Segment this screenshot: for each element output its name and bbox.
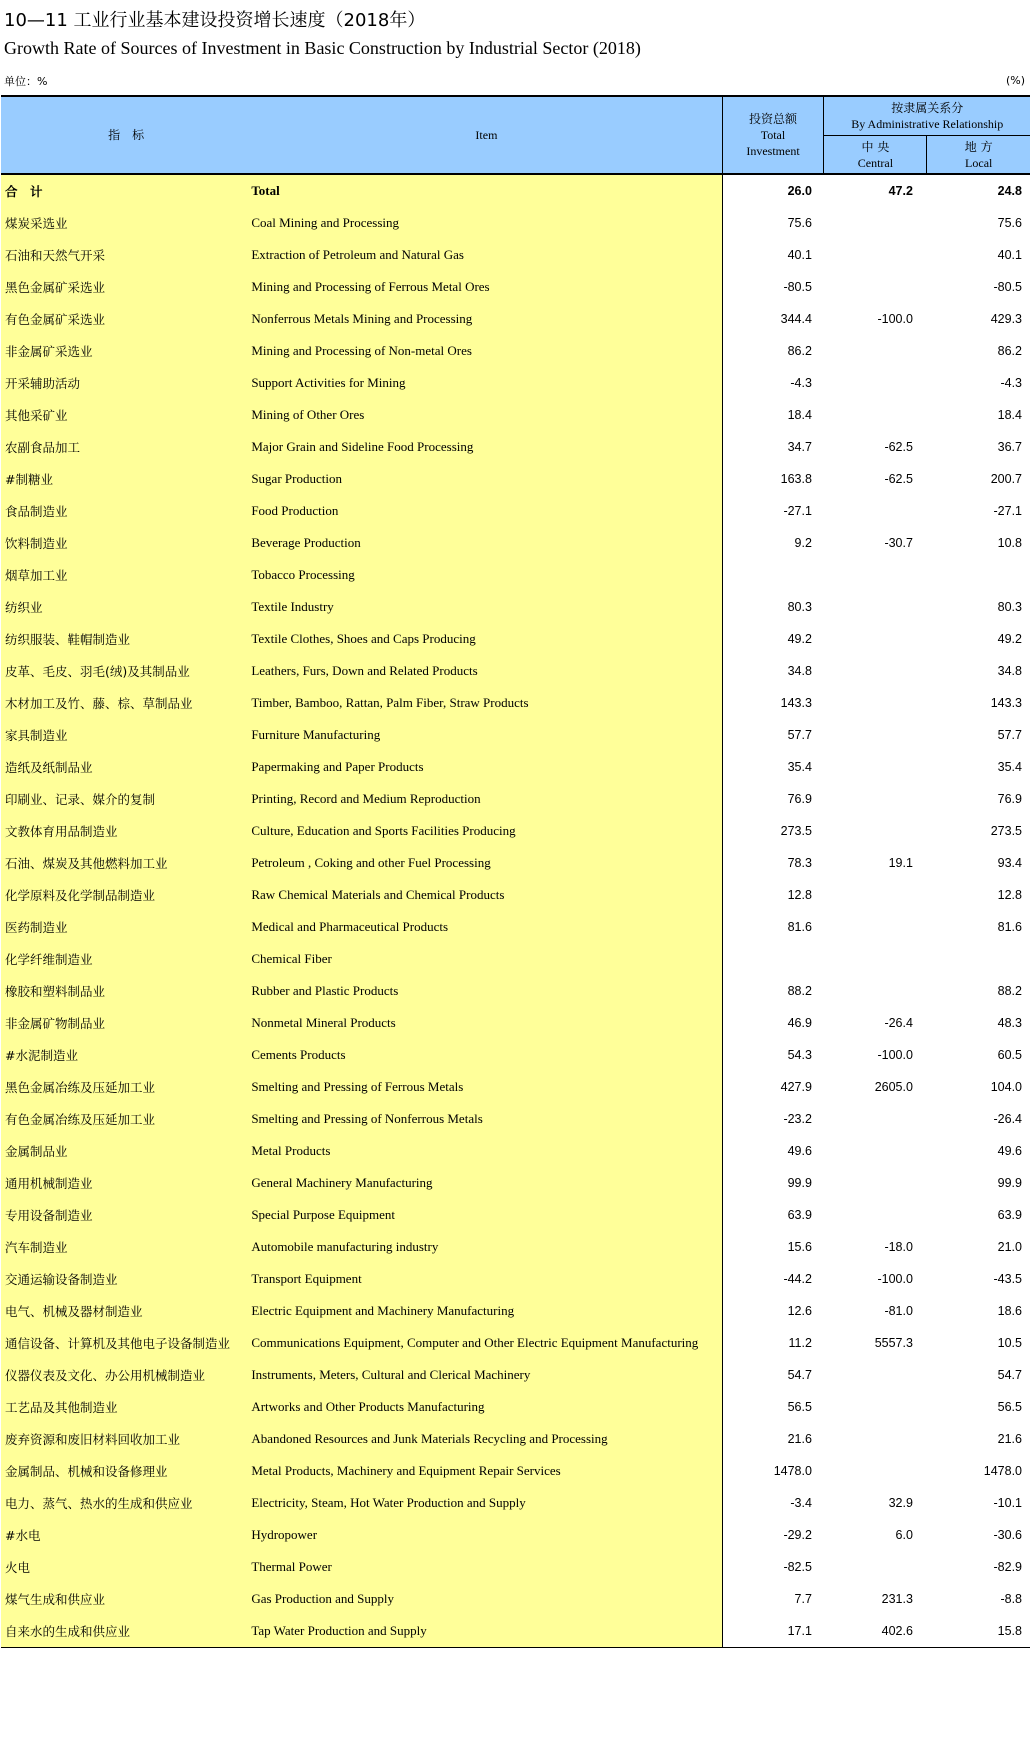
header-central	[824, 136, 927, 175]
cell-central	[824, 911, 927, 943]
table-row	[1, 303, 1030, 335]
cell-total-investment: 11.2	[722, 1327, 824, 1359]
row-indicator-cn: 化学原料及化学制品制造业	[1, 879, 251, 911]
cell-total-investment: 9.2	[722, 527, 824, 559]
header-local	[927, 136, 1030, 175]
row-item-en: Smelting and Pressing of Nonferrous Metals	[251, 1103, 722, 1135]
row-indicator-cn: 纺织业	[1, 591, 251, 623]
cell-central: -26.4	[884, 1016, 913, 1030]
table-row	[1, 751, 1030, 783]
cell-local: 60.5	[997, 1048, 1022, 1062]
cell-local: 63.9	[997, 1208, 1022, 1222]
row-item-en: Culture, Education and Sports Facilities Producing	[251, 815, 722, 847]
row-item-en: Abandoned Resources and Junk Materials Recycling and Processing	[251, 1423, 722, 1455]
cell-total-investment: -3.4	[722, 1487, 824, 1519]
table-row	[1, 1071, 1030, 1103]
cell-central	[824, 591, 927, 623]
row-item-en: Nonmetal Mineral Products	[251, 1007, 722, 1039]
row-item-en: Rubber and Plastic Products	[251, 975, 722, 1007]
row-item-en: Hydropower	[251, 1519, 722, 1551]
row-indicator-cn: 木材加工及竹、藤、棕、草制品业	[1, 687, 251, 719]
table-row	[1, 1039, 1030, 1071]
cell-local: 12.8	[997, 888, 1022, 902]
row-indicator-cn: 家具制造业	[1, 719, 251, 751]
cell-central	[824, 943, 927, 975]
row-item-en: Thermal Power	[251, 1551, 722, 1583]
cell-local: 10.5	[997, 1336, 1022, 1350]
cell-total-investment: 88.2	[722, 975, 824, 1007]
cell-local: 54.7	[997, 1368, 1022, 1382]
row-indicator-cn: 黑色金属冶练及压延加工业	[1, 1071, 251, 1103]
cell-local	[927, 943, 1030, 975]
cell-local: 57.7	[997, 728, 1022, 742]
cell-central	[824, 1359, 927, 1391]
row-indicator-cn: 废弃资源和废旧材料回收加工业	[1, 1423, 251, 1455]
cell-local: -27.1	[993, 504, 1022, 518]
row-indicator-cn: 煤气生成和供应业	[1, 1583, 251, 1615]
header-total-en-2: Investment	[746, 144, 800, 158]
row-item-en: Special Purpose Equipment	[251, 1199, 722, 1231]
cell-total-investment: 34.7	[722, 431, 824, 463]
table-body	[1, 174, 1030, 1648]
cell-central	[824, 655, 927, 687]
cell-central: 47.2	[888, 184, 913, 198]
row-item-en: Timber, Bamboo, Rattan, Palm Fiber, Straw Products	[251, 687, 722, 719]
row-indicator-cn: 金属制品业	[1, 1135, 251, 1167]
row-indicator-cn: 金属制品、机械和设备修理业	[1, 1455, 251, 1487]
row-indicator-cn: 合 计	[1, 174, 251, 207]
cell-total-investment: 81.6	[722, 911, 824, 943]
cell-total-investment: 143.3	[722, 687, 824, 719]
table-row	[1, 1551, 1030, 1583]
table-row	[1, 943, 1030, 975]
cell-central	[824, 687, 927, 719]
row-indicator-cn: 火电	[1, 1551, 251, 1583]
cell-local: -8.8	[1000, 1592, 1022, 1606]
cell-central: 5557.3	[874, 1336, 913, 1350]
cell-central: -62.5	[884, 440, 913, 454]
row-item-en: Extraction of Petroleum and Natural Gas	[251, 239, 722, 271]
table-row	[1, 174, 1030, 207]
cell-total-investment: 56.5	[722, 1391, 824, 1423]
row-item-en: Printing, Record and Medium Reproduction	[251, 783, 722, 815]
data-table	[1, 95, 1030, 1648]
header-total-en-1: Total	[760, 128, 786, 142]
cell-local: 18.6	[997, 1304, 1022, 1318]
cell-central: -81.0	[884, 1304, 913, 1318]
row-item-en: Automobile manufacturing industry	[251, 1231, 722, 1263]
cell-total-investment	[722, 943, 824, 975]
row-indicator-cn: 黑色金属矿采选业	[1, 271, 251, 303]
cell-total-investment: 54.3	[722, 1039, 824, 1071]
cell-total-investment: -27.1	[722, 495, 824, 527]
cell-total-investment: 49.6	[722, 1135, 824, 1167]
table-row	[1, 1519, 1030, 1551]
cell-local: 273.5	[990, 824, 1022, 838]
row-item-en: Communications Equipment, Computer and Other Electric Equipment Manufacturing	[251, 1327, 722, 1359]
cell-local: 88.2	[997, 984, 1022, 998]
cell-total-investment: 12.6	[722, 1295, 824, 1327]
cell-central	[824, 1135, 927, 1167]
cell-central	[824, 207, 927, 239]
table-row	[1, 463, 1030, 495]
cell-total-investment: 54.7	[722, 1359, 824, 1391]
table-row	[1, 1615, 1030, 1648]
cell-central	[824, 1423, 927, 1455]
cell-total-investment: 75.6	[722, 207, 824, 239]
header-item: Item	[251, 96, 722, 174]
row-indicator-cn: 有色金属冶练及压延加工业	[1, 1103, 251, 1135]
table-row	[1, 623, 1030, 655]
row-indicator-cn: 开采辅助活动	[1, 367, 251, 399]
row-indicator-cn: 仪器仪表及文化、办公用机械制造业	[1, 1359, 251, 1391]
cell-total-investment: 163.8	[722, 463, 824, 495]
table-row	[1, 1327, 1030, 1359]
table-row	[1, 655, 1030, 687]
table-row	[1, 1487, 1030, 1519]
cell-central	[824, 623, 927, 655]
cell-total-investment: 86.2	[722, 335, 824, 367]
row-item-en: Textile Industry	[251, 591, 722, 623]
cell-central	[824, 879, 927, 911]
row-indicator-cn: 煤炭采选业	[1, 207, 251, 239]
row-item-en: Furniture Manufacturing	[251, 719, 722, 751]
cell-total-investment: 427.9	[722, 1071, 824, 1103]
cell-central: -100.0	[877, 312, 913, 326]
cell-total-investment: 40.1	[722, 239, 824, 271]
cell-central	[824, 239, 927, 271]
row-item-en: Electric Equipment and Machinery Manufacturing	[251, 1295, 722, 1327]
cell-local: 104.0	[990, 1080, 1022, 1094]
cell-local: -43.5	[993, 1272, 1022, 1286]
row-item-en: Metal Products	[251, 1135, 722, 1167]
cell-total-investment: 80.3	[722, 591, 824, 623]
table-row	[1, 1455, 1030, 1487]
row-item-en: Food Production	[251, 495, 722, 527]
page-title: 10—11 工业行业基本建设投资增长速度（2018年）	[4, 10, 426, 31]
row-item-en: Raw Chemical Materials and Chemical Products	[251, 879, 722, 911]
cell-local: -82.9	[993, 1560, 1022, 1574]
table-row	[1, 335, 1030, 367]
table-row	[1, 1103, 1030, 1135]
cell-total-investment: 57.7	[722, 719, 824, 751]
row-indicator-cn: 医药制造业	[1, 911, 251, 943]
unit-label-english: (%)	[1006, 74, 1026, 87]
row-item-en: Gas Production and Supply	[251, 1583, 722, 1615]
cell-local: 99.9	[997, 1176, 1022, 1190]
cell-central	[824, 815, 927, 847]
cell-total-investment: 46.9	[722, 1007, 824, 1039]
row-indicator-cn: 石油和天然气开采	[1, 239, 251, 271]
row-item-en: Leathers, Furs, Down and Related Products	[251, 655, 722, 687]
cell-total-investment: 273.5	[722, 815, 824, 847]
table-row	[1, 399, 1030, 431]
cell-total-investment: 18.4	[722, 399, 824, 431]
cell-local: 21.0	[997, 1240, 1022, 1254]
row-item-en: Mining and Processing of Ferrous Metal Ores	[251, 271, 722, 303]
cell-total-investment: 12.8	[722, 879, 824, 911]
row-indicator-cn: #制糖业	[1, 463, 251, 495]
cell-total-investment: 78.3	[722, 847, 824, 879]
cell-total-investment: 17.1	[722, 1615, 824, 1648]
cell-local: 35.4	[997, 760, 1022, 774]
row-item-en: Sugar Production	[251, 463, 722, 495]
cell-local: 93.4	[997, 856, 1022, 870]
row-indicator-cn: 非金属矿采选业	[1, 335, 251, 367]
cell-local: -4.3	[1000, 376, 1022, 390]
cell-total-investment: 15.6	[722, 1231, 824, 1263]
row-item-en: Total	[251, 174, 722, 207]
cell-central	[824, 335, 927, 367]
row-item-en: Metal Products, Machinery and Equipment Repair Services	[251, 1455, 722, 1487]
row-item-en: Coal Mining and Processing	[251, 207, 722, 239]
row-indicator-cn: 交通运输设备制造业	[1, 1263, 251, 1295]
cell-central	[824, 719, 927, 751]
cell-central	[824, 367, 927, 399]
row-indicator-cn: 印刷业、记录、媒介的复制	[1, 783, 251, 815]
row-item-en: Nonferrous Metals Mining and Processing	[251, 303, 722, 335]
cell-local: 200.7	[990, 472, 1022, 486]
row-indicator-cn: 农副食品加工	[1, 431, 251, 463]
cell-central	[824, 751, 927, 783]
row-item-en: Textile Clothes, Shoes and Caps Producing	[251, 623, 722, 655]
header-central-cn: 中 央	[861, 139, 890, 154]
cell-local: 21.6	[997, 1432, 1022, 1446]
table-row	[1, 559, 1030, 591]
row-indicator-cn: #水电	[1, 1519, 251, 1551]
table-row	[1, 495, 1030, 527]
cell-local: 36.7	[997, 440, 1022, 454]
cell-total-investment: 21.6	[722, 1423, 824, 1455]
table-row	[1, 431, 1030, 463]
cell-local: 15.8	[927, 1615, 1030, 1648]
cell-central	[824, 559, 927, 591]
table-row	[1, 1391, 1030, 1423]
cell-central: -62.5	[884, 472, 913, 486]
cell-total-investment: -29.2	[722, 1519, 824, 1551]
row-item-en: Cements Products	[251, 1039, 722, 1071]
row-indicator-cn: 通信设备、计算机及其他电子设备制造业	[1, 1327, 251, 1359]
row-indicator-cn: 电力、蒸气、热水的生成和供应业	[1, 1487, 251, 1519]
cell-local: 18.4	[997, 408, 1022, 422]
cell-local: 34.8	[997, 664, 1022, 678]
cell-central	[824, 1551, 927, 1583]
cell-central: 231.3	[881, 1592, 913, 1606]
cell-local: -80.5	[993, 280, 1022, 294]
table-row	[1, 911, 1030, 943]
row-indicator-cn: 有色金属矿采选业	[1, 303, 251, 335]
table-row	[1, 783, 1030, 815]
row-indicator-cn: 食品制造业	[1, 495, 251, 527]
cell-local: 49.6	[997, 1144, 1022, 1158]
header-admin-en: By Administrative Relationship	[851, 117, 1004, 131]
cell-total-investment: 49.2	[722, 623, 824, 655]
cell-local: 143.3	[990, 696, 1022, 710]
header-admin	[824, 96, 1030, 136]
cell-local: 40.1	[997, 248, 1022, 262]
table-row	[1, 591, 1030, 623]
header-indicator: 指 标	[1, 96, 251, 174]
cell-central: 19.1	[888, 856, 913, 870]
table-row	[1, 271, 1030, 303]
cell-total-investment: -23.2	[722, 1103, 824, 1135]
row-indicator-cn: 专用设备制造业	[1, 1199, 251, 1231]
cell-total-investment: 34.8	[722, 655, 824, 687]
cell-central	[824, 1199, 927, 1231]
cell-total-investment: 63.9	[722, 1199, 824, 1231]
cell-central	[824, 1455, 927, 1487]
cell-total-investment: 344.4	[722, 303, 824, 335]
row-item-en: Tap Water Production and Supply	[251, 1615, 722, 1648]
table-row	[1, 1231, 1030, 1263]
row-item-en: General Machinery Manufacturing	[251, 1167, 722, 1199]
cell-local: 1478.0	[983, 1464, 1022, 1478]
table-row	[1, 1423, 1030, 1455]
cell-central	[824, 495, 927, 527]
row-indicator-cn: 化学纤维制造业	[1, 943, 251, 975]
cell-local: 86.2	[997, 344, 1022, 358]
row-item-en: Beverage Production	[251, 527, 722, 559]
cell-local: 56.5	[997, 1400, 1022, 1414]
row-item-en: Papermaking and Paper Products	[251, 751, 722, 783]
row-item-en: Tobacco Processing	[251, 559, 722, 591]
table-row	[1, 1359, 1030, 1391]
cell-local: 48.3	[997, 1016, 1022, 1030]
table-row	[1, 847, 1030, 879]
row-indicator-cn: 非金属矿物制品业	[1, 1007, 251, 1039]
table-row	[1, 1199, 1030, 1231]
row-item-en: Petroleum , Coking and other Fuel Processing	[251, 847, 722, 879]
header-total-cn: 投资总额	[748, 112, 797, 126]
cell-local: -26.4	[993, 1112, 1022, 1126]
cell-local: 24.8	[997, 184, 1022, 198]
row-item-en: Medical and Pharmaceutical Products	[251, 911, 722, 943]
cell-central	[824, 1391, 927, 1423]
table-row	[1, 1007, 1030, 1039]
page-title-english: Growth Rate of Sources of Investment in Basic Construction by Industrial Sector (2018)	[4, 38, 641, 58]
cell-total-investment: 99.9	[722, 1167, 824, 1199]
cell-central: 32.9	[888, 1496, 913, 1510]
row-indicator-cn: 橡胶和塑料制品业	[1, 975, 251, 1007]
header-local-cn: 地 方	[964, 139, 993, 154]
row-item-en: Major Grain and Sideline Food Processing	[251, 431, 722, 463]
unit-label: 单位：%	[4, 75, 48, 88]
row-item-en: Mining of Other Ores	[251, 399, 722, 431]
table-row	[1, 1263, 1030, 1295]
cell-central: -30.7	[884, 536, 913, 550]
row-item-en: Smelting and Pressing of Ferrous Metals	[251, 1071, 722, 1103]
cell-central: -100.0	[877, 1272, 913, 1286]
row-item-en: Chemical Fiber	[251, 943, 722, 975]
row-indicator-cn: 通用机械制造业	[1, 1167, 251, 1199]
table-row	[1, 1295, 1030, 1327]
row-indicator-cn: 皮革、毛皮、羽毛(绒)及其制品业	[1, 655, 251, 687]
cell-local: -10.1	[993, 1496, 1022, 1510]
cell-central	[824, 271, 927, 303]
cell-total-investment: -4.3	[722, 367, 824, 399]
table-row	[1, 367, 1030, 399]
cell-central: -18.0	[884, 1240, 913, 1254]
cell-total-investment: -82.5	[722, 1551, 824, 1583]
table-row	[1, 1135, 1030, 1167]
header-central-en: Central	[857, 155, 894, 170]
row-indicator-cn: 其他采矿业	[1, 399, 251, 431]
row-indicator-cn: #水泥制造业	[1, 1039, 251, 1071]
row-item-en: Electricity, Steam, Hot Water Production and Supply	[251, 1487, 722, 1519]
cell-central: 6.0	[895, 1528, 913, 1542]
header-local-en: Local	[965, 155, 993, 170]
cell-local: 76.9	[997, 792, 1022, 806]
row-indicator-cn: 电气、机械及器材制造业	[1, 1295, 251, 1327]
cell-total-investment	[722, 559, 824, 591]
table-row	[1, 239, 1030, 271]
table-row	[1, 719, 1030, 751]
cell-local: 81.6	[997, 920, 1022, 934]
row-item-en: Artworks and Other Products Manufacturing	[251, 1391, 722, 1423]
cell-total-investment: 35.4	[722, 751, 824, 783]
cell-local: -30.6	[993, 1528, 1022, 1542]
header-total	[722, 96, 824, 174]
cell-total-investment: 76.9	[722, 783, 824, 815]
table-row	[1, 207, 1030, 239]
row-item-en: Transport Equipment	[251, 1263, 722, 1295]
cell-total-investment: 1478.0	[722, 1455, 824, 1487]
row-indicator-cn: 自来水的生成和供应业	[1, 1615, 251, 1648]
row-indicator-cn: 纺织服装、鞋帽制造业	[1, 623, 251, 655]
cell-local: 429.3	[990, 312, 1022, 326]
row-indicator-cn: 烟草加工业	[1, 559, 251, 591]
row-indicator-cn: 石油、煤炭及其他燃料加工业	[1, 847, 251, 879]
cell-total-investment: -44.2	[722, 1263, 824, 1295]
row-indicator-cn: 造纸及纸制品业	[1, 751, 251, 783]
cell-central	[824, 1167, 927, 1199]
cell-central: 2605.0	[874, 1080, 913, 1094]
cell-central	[824, 399, 927, 431]
row-item-en: Mining and Processing of Non-metal Ores	[251, 335, 722, 367]
row-item-en: Instruments, Meters, Cultural and Clerical Machinery	[251, 1359, 722, 1391]
cell-total-investment: -80.5	[722, 271, 824, 303]
row-item-en: Support Activities for Mining	[251, 367, 722, 399]
header-admin-cn: 按隶属关系分	[891, 101, 964, 115]
cell-total-investment: 7.7	[722, 1583, 824, 1615]
table-row	[1, 815, 1030, 847]
row-indicator-cn: 文教体育用品制造业	[1, 815, 251, 847]
table-row	[1, 1583, 1030, 1615]
cell-local: 80.3	[997, 600, 1022, 614]
table-row	[1, 687, 1030, 719]
row-indicator-cn: 工艺品及其他制造业	[1, 1391, 251, 1423]
table-row	[1, 879, 1030, 911]
row-indicator-cn: 饮料制造业	[1, 527, 251, 559]
cell-local: 75.6	[997, 216, 1022, 230]
cell-local: 49.2	[997, 632, 1022, 646]
cell-central	[824, 783, 927, 815]
cell-central: -100.0	[877, 1048, 913, 1062]
cell-central	[824, 1103, 927, 1135]
table-row	[1, 1167, 1030, 1199]
table-row	[1, 975, 1030, 1007]
row-indicator-cn: 汽车制造业	[1, 1231, 251, 1263]
cell-central	[824, 975, 927, 1007]
cell-central: 402.6	[824, 1615, 927, 1648]
cell-local	[927, 559, 1030, 591]
table-row	[1, 527, 1030, 559]
cell-total-investment: 26.0	[722, 174, 824, 207]
cell-local: 10.8	[997, 536, 1022, 550]
